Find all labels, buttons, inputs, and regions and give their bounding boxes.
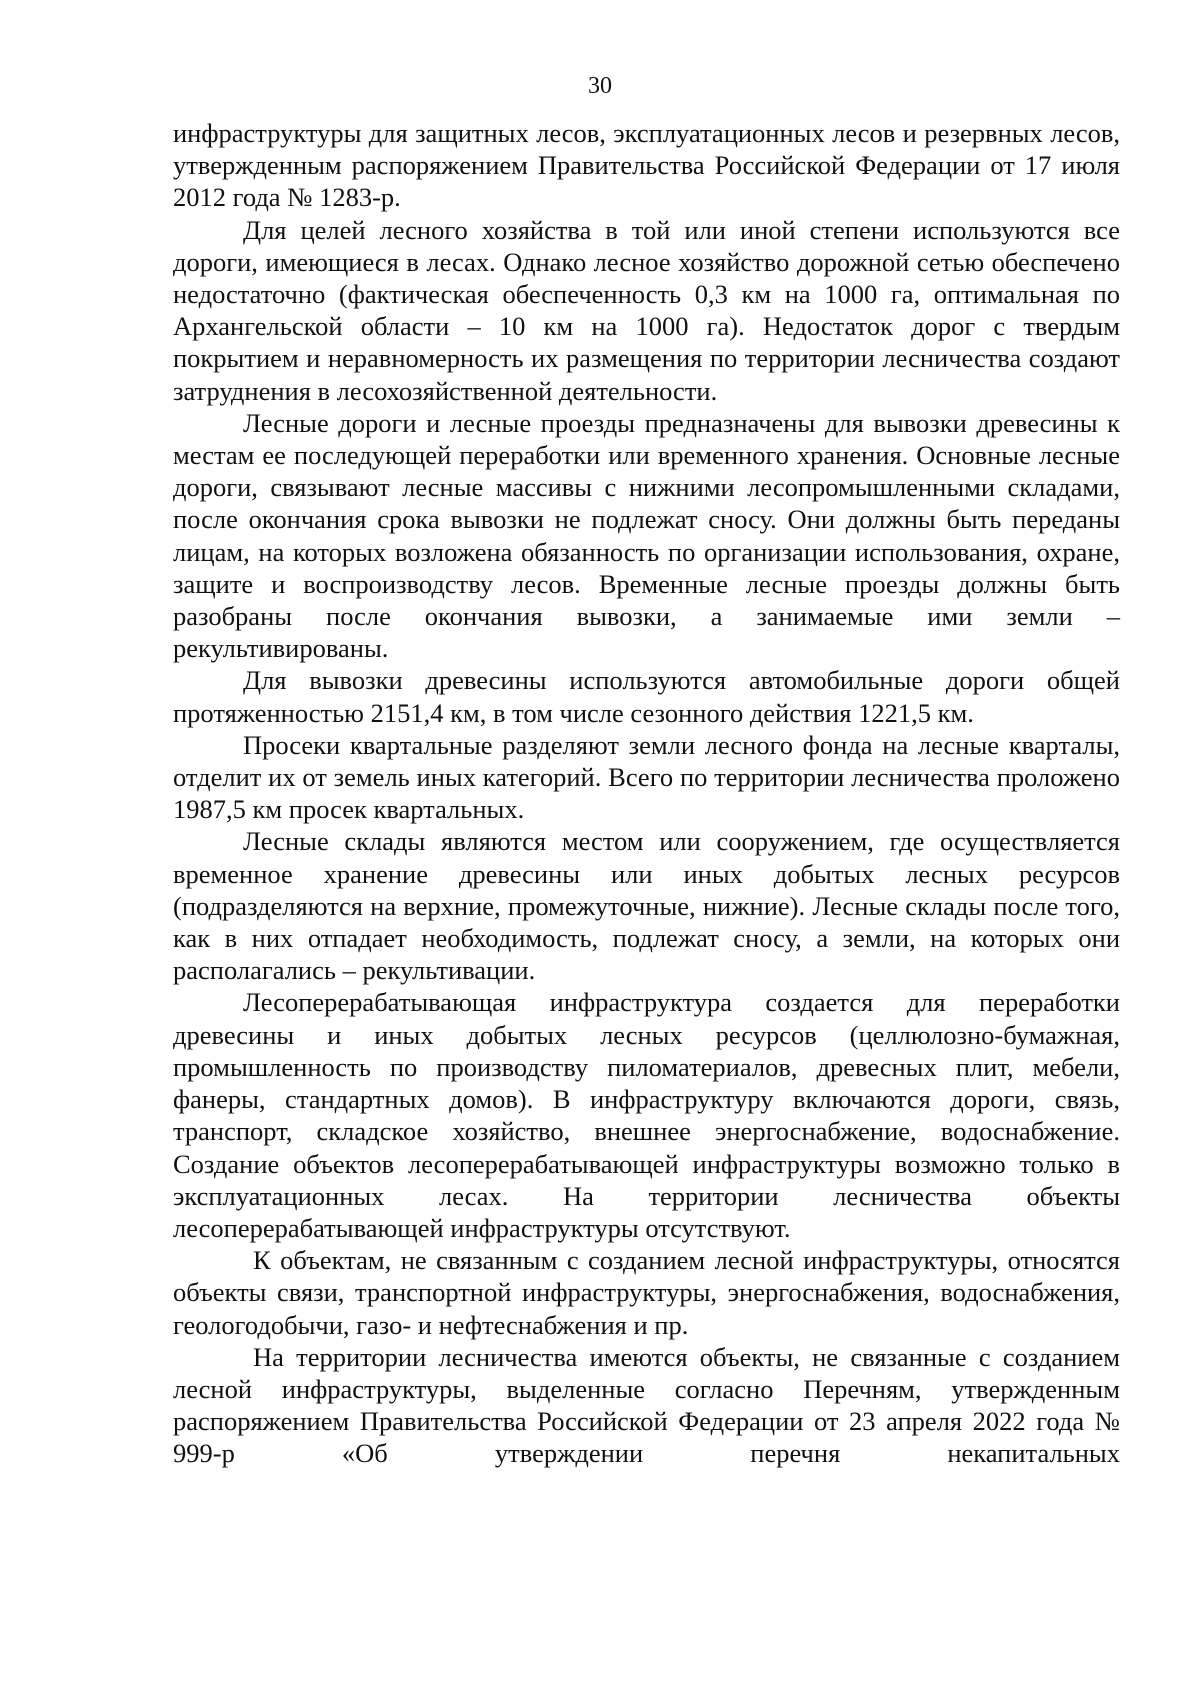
document-body <box>173 117 1120 1470</box>
paragraph-warehouses: Лесные склады являются местом или сооружением, где осуществляется временное хранение древесины или иных добытых лесных ресурсов (подразделяются на верхние, промежуточные, нижние). Лесные склады после того, как в них отпадает необходимость, подлежат сносу, а земли, на которых они располагались – рекультивации. <box>173 826 1120 986</box>
paragraph-processing-infrastructure: Лесоперерабатывающая инфраструктура создается для переработки древесины и иных добытых лесных ресурсов (целлюлозно-бумажная, промышленность по производству пиломатериалов, древесных плит, мебели, фанеры, стандартных домов). В инфраструктуру включаются дороги, связь, транспорт, складское хозяйство, внешнее энергоснабжение, водоснабжение. Создание объектов лесоперерабатывающей инфраструктуры возможно только в эксплуатационных лесах. На территории лесничества объекты лесоперерабатывающей инфраструктуры отсутствуют. <box>173 987 1120 1243</box>
paragraph-clearings: Просеки квартальные разделяют земли лесного фонда на лесные кварталы, отделит их от земель иных категорий. Всего по территории лесничества проложено 1987,5 км просек квартальных. <box>173 729 1120 825</box>
paragraph-non-forest-objects: К объектам, не связанным с созданием лесной инфраструктуры, относятся объекты связи, транспортной инфраструктуры, энергоснабжения, водоснабжения, геологодобычи, газо- и нефтеснабжения и пр. <box>173 1245 1120 1340</box>
paragraph-forest-roads-purpose: Лесные дороги и лесные проезды предназначены для вывозки древесины к местам ее последующей переработки или временного хранения. Основные лесные дороги, связывают лесные массивы с нижними лесопромышленными складами, после окончания срока вывозки не подлежат сносу. Они должны быть переданы лицам, на которых возложена обязанность по организации использования, охране, защите и воспроизводству лесов. Временные лесные проезды должны быть разобраны после окончания вывозки, а занимаемые ими земли – рекультивированы. <box>173 407 1120 664</box>
paragraph-continuation: инфраструктуры для защитных лесов, эксплуатационных лесов и резервных лесов, утвержденным распоряжением Правительства Российской Федерации от 17 июля 2012 года № 1283-р. <box>173 118 1120 213</box>
paragraph-territory-objects: На территории лесничества имеются объекты, не связанные с созданием лесной инфраструктуры, выделенные согласно Перечням, утвержденным распоряжением Правительства Российской Федерации от 23 апреля 2022 года № 999-р «Об утверждении перечня некапитальных <box>173 1341 1120 1469</box>
page-number: 30 <box>588 73 612 99</box>
paragraph-road-length: Для вывозки древесины используются автомобильные дороги общей протяженностью 2151,4 км, в том числе сезонного действия 1221,5 км. <box>173 665 1120 728</box>
paragraph-forestry-roads: Для целей лесного хозяйства в той или иной степени используются все дороги, имеющиеся в лесах. Однако лесное хозяйство дорожной сетью обеспечено недостаточно (фактическая обеспеченность 0,3 км на 1000 га, оптимальная по Архангельской области – 10 км на 1000 га). Недостаток дорог с твердым покрытием и неравномерность их размещения по территории лесничества создают затруднения в лесохозяйственной деятельности. <box>173 214 1120 406</box>
